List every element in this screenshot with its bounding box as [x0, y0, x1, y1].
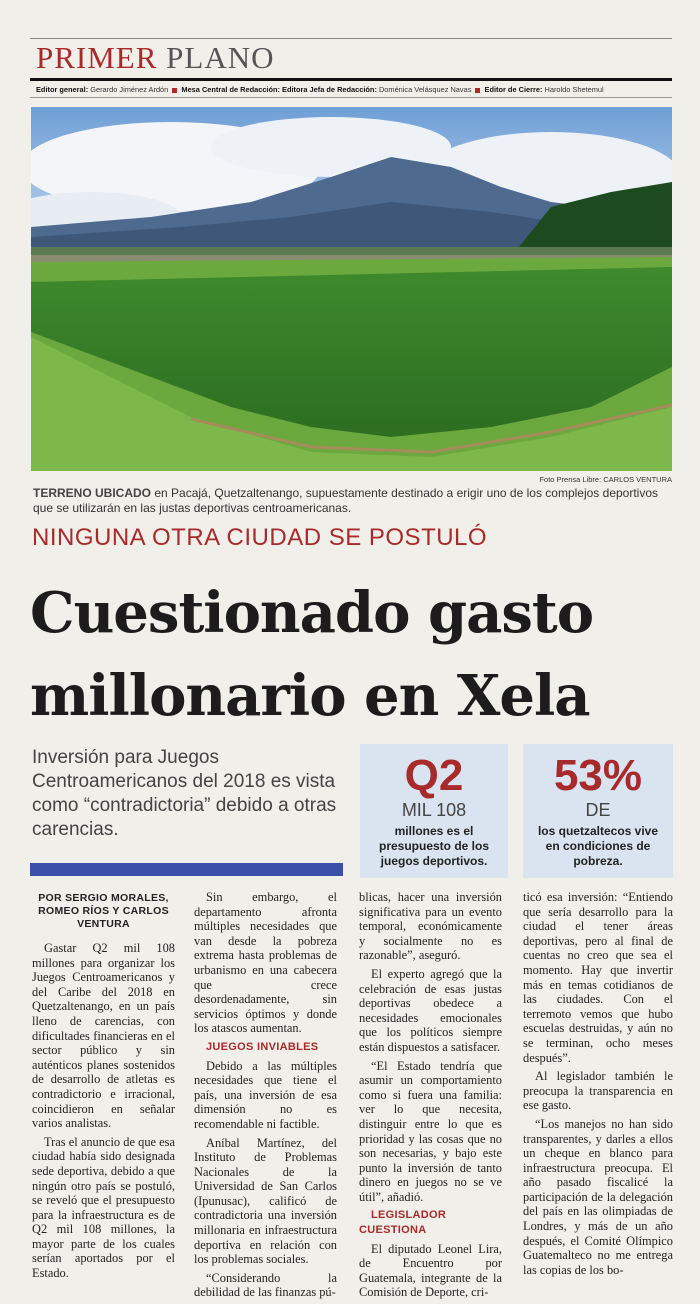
stat-poverty — [523, 744, 673, 878]
mesa-name: Doménica Velásquez Navas — [378, 85, 472, 94]
paragraph: blicas, hacer una inversión significativa para un evento temporal, económicamente y socialmente no es razonable”, aseguró. — [359, 890, 502, 963]
byline: POR SERGIO MORALES, ROMEO RÍOS Y CARLOS VENTURA — [38, 892, 169, 930]
accent-bar — [30, 863, 343, 876]
credits-rule — [30, 97, 672, 98]
paragraph: “El Estado tendría que asumir un comportamiento como si fuera una familia: ver lo que necesita, distinguir entre lo que es prioridad y las cosas que no son necesarias, y bajo este punto la inversión de tanto dinero en juegos no se ve útil”, añadió. — [359, 1058, 502, 1204]
mesa-label: Mesa Central de Redacción: Editora Jefa de Redacción: — [181, 85, 377, 94]
section-title — [36, 40, 275, 76]
cierre-name: Haroldo Shetemul — [544, 85, 604, 94]
article-column-3 — [359, 890, 502, 1304]
caption-lead: TERRENO UBICADO — [33, 486, 152, 500]
article-column-2 — [194, 890, 337, 1304]
paragraph: Sin embargo, el departamento afronta múltiples necesidades que van desde la pobreza extrema hasta problemas de urbanismo en una cabecera que crece desordenadamente, sin servicios óptimos y donde los atascos aumentan. — [194, 890, 337, 1036]
paragraph: “Considerando la debilidad de las finanzas pú- — [194, 1270, 337, 1300]
deck: Inversión para Juegos Centroamericanos del 2018 es vista como “contradictoria” debido a otras carencias. — [32, 747, 337, 840]
section-rule — [30, 78, 672, 81]
stat-value: Q2 — [404, 751, 464, 800]
subhead-legislador-cuestiona: LEGISLADOR CUESTIONA — [359, 1209, 447, 1237]
editor-general-label: Editor general: — [36, 85, 89, 94]
separator-square — [172, 88, 177, 93]
paragraph: Al legislador también le preocupa la transparencia en ese gasto. — [523, 1069, 673, 1113]
headline-line-2: millonario en Xela — [30, 663, 590, 729]
section-word-plano: PLANO — [166, 40, 275, 75]
separator-square — [475, 88, 480, 93]
stat-unit: DE — [585, 800, 611, 820]
landscape-photo — [31, 107, 672, 471]
paragraph: Tras el anuncio de que esa ciudad había sido designada sede deportiva, debido a que ningún otro país se postuló, se reveló que el presupuesto para la infraestructura es de Q2 mil 108 millones, la mayor parte de los cuales serían aportados por el Estado. — [32, 1134, 175, 1281]
headline-line-1: Cuestionado gasto — [30, 580, 594, 646]
top-rule — [30, 38, 672, 39]
masthead-credits — [36, 85, 676, 94]
stat-unit: MIL 108 — [401, 800, 467, 820]
paragraph: “Los manejos no han sido transparentes, y darles a ellos un cheque en blanco para infraestructura preocupa. El año pasado fiscalicé la participación de la delegación del país en las olimpiadas de Londres, y más de un año después, el Comité Olímpico Guatemalteco no me entrega las copias de los bo- — [523, 1116, 673, 1277]
paragraph: El experto agregó que la celebración de esas justas deportivas obedece a necesidades emocionales que los políticos siempre están dispuestos a satisfacer. — [359, 966, 502, 1054]
photo-credit: Foto Prensa Libre: CARLOS VENTURA — [539, 475, 672, 484]
caption-text: en Pacajá, Quetzaltenango, supuestamente destinado a erigir uno de los complejos deportivos que se utilizarán en las justas deportivas centroamericanas. — [33, 486, 659, 515]
stat-value: 53% — [553, 751, 643, 800]
headline — [30, 572, 690, 738]
paragraph: ticó esa inversión: “Entiendo que sería desarrollo para la ciudad el tener áreas deportivas, pero al final de cuentas no creo que sea el momento. Hay que invertir más en temas cotidianos de las ciudades. Con el terremoto vemos que hubo escuelas destruidas, y aún no se terminan, ocho meses después”. — [523, 890, 673, 1065]
paragraph: El diputado Leonel Lira, de Encuentro por Guatemala, integrante de la Comisión de Deporte, cri- — [359, 1241, 502, 1300]
paragraph: Aníbal Martínez, del Instituto de Problemas Nacionales de la Universidad de San Carlos (Ipunusac), calificó de contradictoria una inversión millonaria en infraestructura deportiva en relación con los problemas sociales. — [194, 1135, 337, 1267]
paragraph: Gastar Q2 mil 108 millones para organizar los Juegos Centroamericanos y del Caribe del 2018 en Quetzaltenango, en un país lleno de carencias, con dificultades financieras en el sector público y sin auténticos planes sostenidos de desarrollo de atletas es contradictorio e irracional, coincidieron en señalar varios analistas. — [32, 941, 175, 1131]
article-column-1 — [32, 890, 175, 1285]
stat-budget — [360, 744, 508, 878]
section-word-primer: PRIMER — [36, 40, 158, 75]
editor-general-name: Gerardo Jiménez Ardón — [90, 85, 169, 94]
photo-caption — [33, 486, 673, 516]
kicker: NINGUNA OTRA CIUDAD SE POSTULÓ — [32, 524, 488, 551]
article-column-4 — [523, 890, 673, 1281]
cierre-label: Editor de Cierre: — [484, 85, 543, 94]
subhead-juegos-inviables: JUEGOS INVIABLES — [206, 1040, 319, 1053]
paragraph: Debido a las múltiples necesidades que tiene el país, una inversión de esa dimensión no es recomendable ni factible. — [194, 1058, 337, 1131]
stat-description: millones es el presupuesto de los juegos deportivos. — [378, 824, 490, 868]
stat-description: los quetzaltecos vive en condiciones de pobreza. — [537, 824, 659, 868]
